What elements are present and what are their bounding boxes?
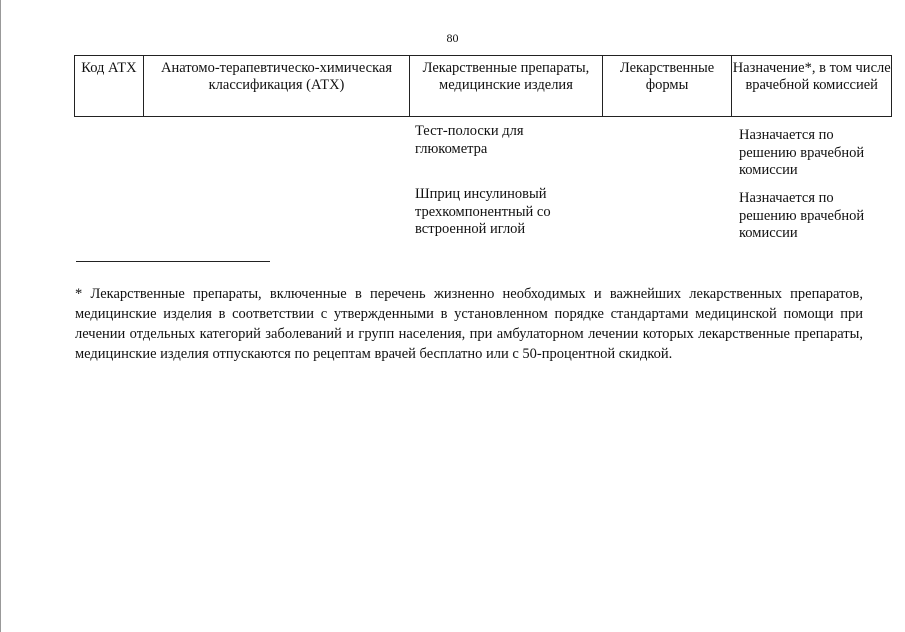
header-atc-classification: Анатомо-терапевтическо-химическая классификация (АТХ) bbox=[144, 56, 410, 116]
scan-edge bbox=[0, 0, 1, 632]
page-number: 80 bbox=[446, 31, 459, 45]
header-drugs-devices: Лекарственные препараты, медицинские изделия bbox=[410, 56, 603, 116]
footnote-separator bbox=[76, 261, 270, 262]
table-header bbox=[74, 55, 892, 117]
row-1-item: Тест-полоски для глюкометра bbox=[415, 123, 524, 157]
header-purpose: Назначение*, в том числе врачебной комиссией bbox=[732, 60, 891, 93]
row-2-item: Шприц инсулиновый трехкомпонентный со встроенной иглой bbox=[415, 186, 551, 237]
row-2-purpose: Назначается по решению врачебной комиссии bbox=[739, 190, 865, 241]
row-1-purpose: Назначается по решению врачебной комиссии bbox=[739, 127, 865, 178]
footnote-text: * Лекарственные препараты, включенные в перечень жизненно необходимых и важнейших лекарственных препаратов, медицинские изделия в соответствии с утвержденными в установленном порядке стандартами медицинской помощи при лечении отдельных категорий заболеваний и групп населения, при амбулаторном лечении которых лекарственные препараты, медицинские изделия отпускаются по рецептам врачей бесплатно или с 50-процентной скидкой. bbox=[75, 286, 863, 362]
header-dosage-forms: Лекарственные формы bbox=[603, 56, 733, 116]
header-atc-code: Код АТХ bbox=[75, 56, 144, 116]
